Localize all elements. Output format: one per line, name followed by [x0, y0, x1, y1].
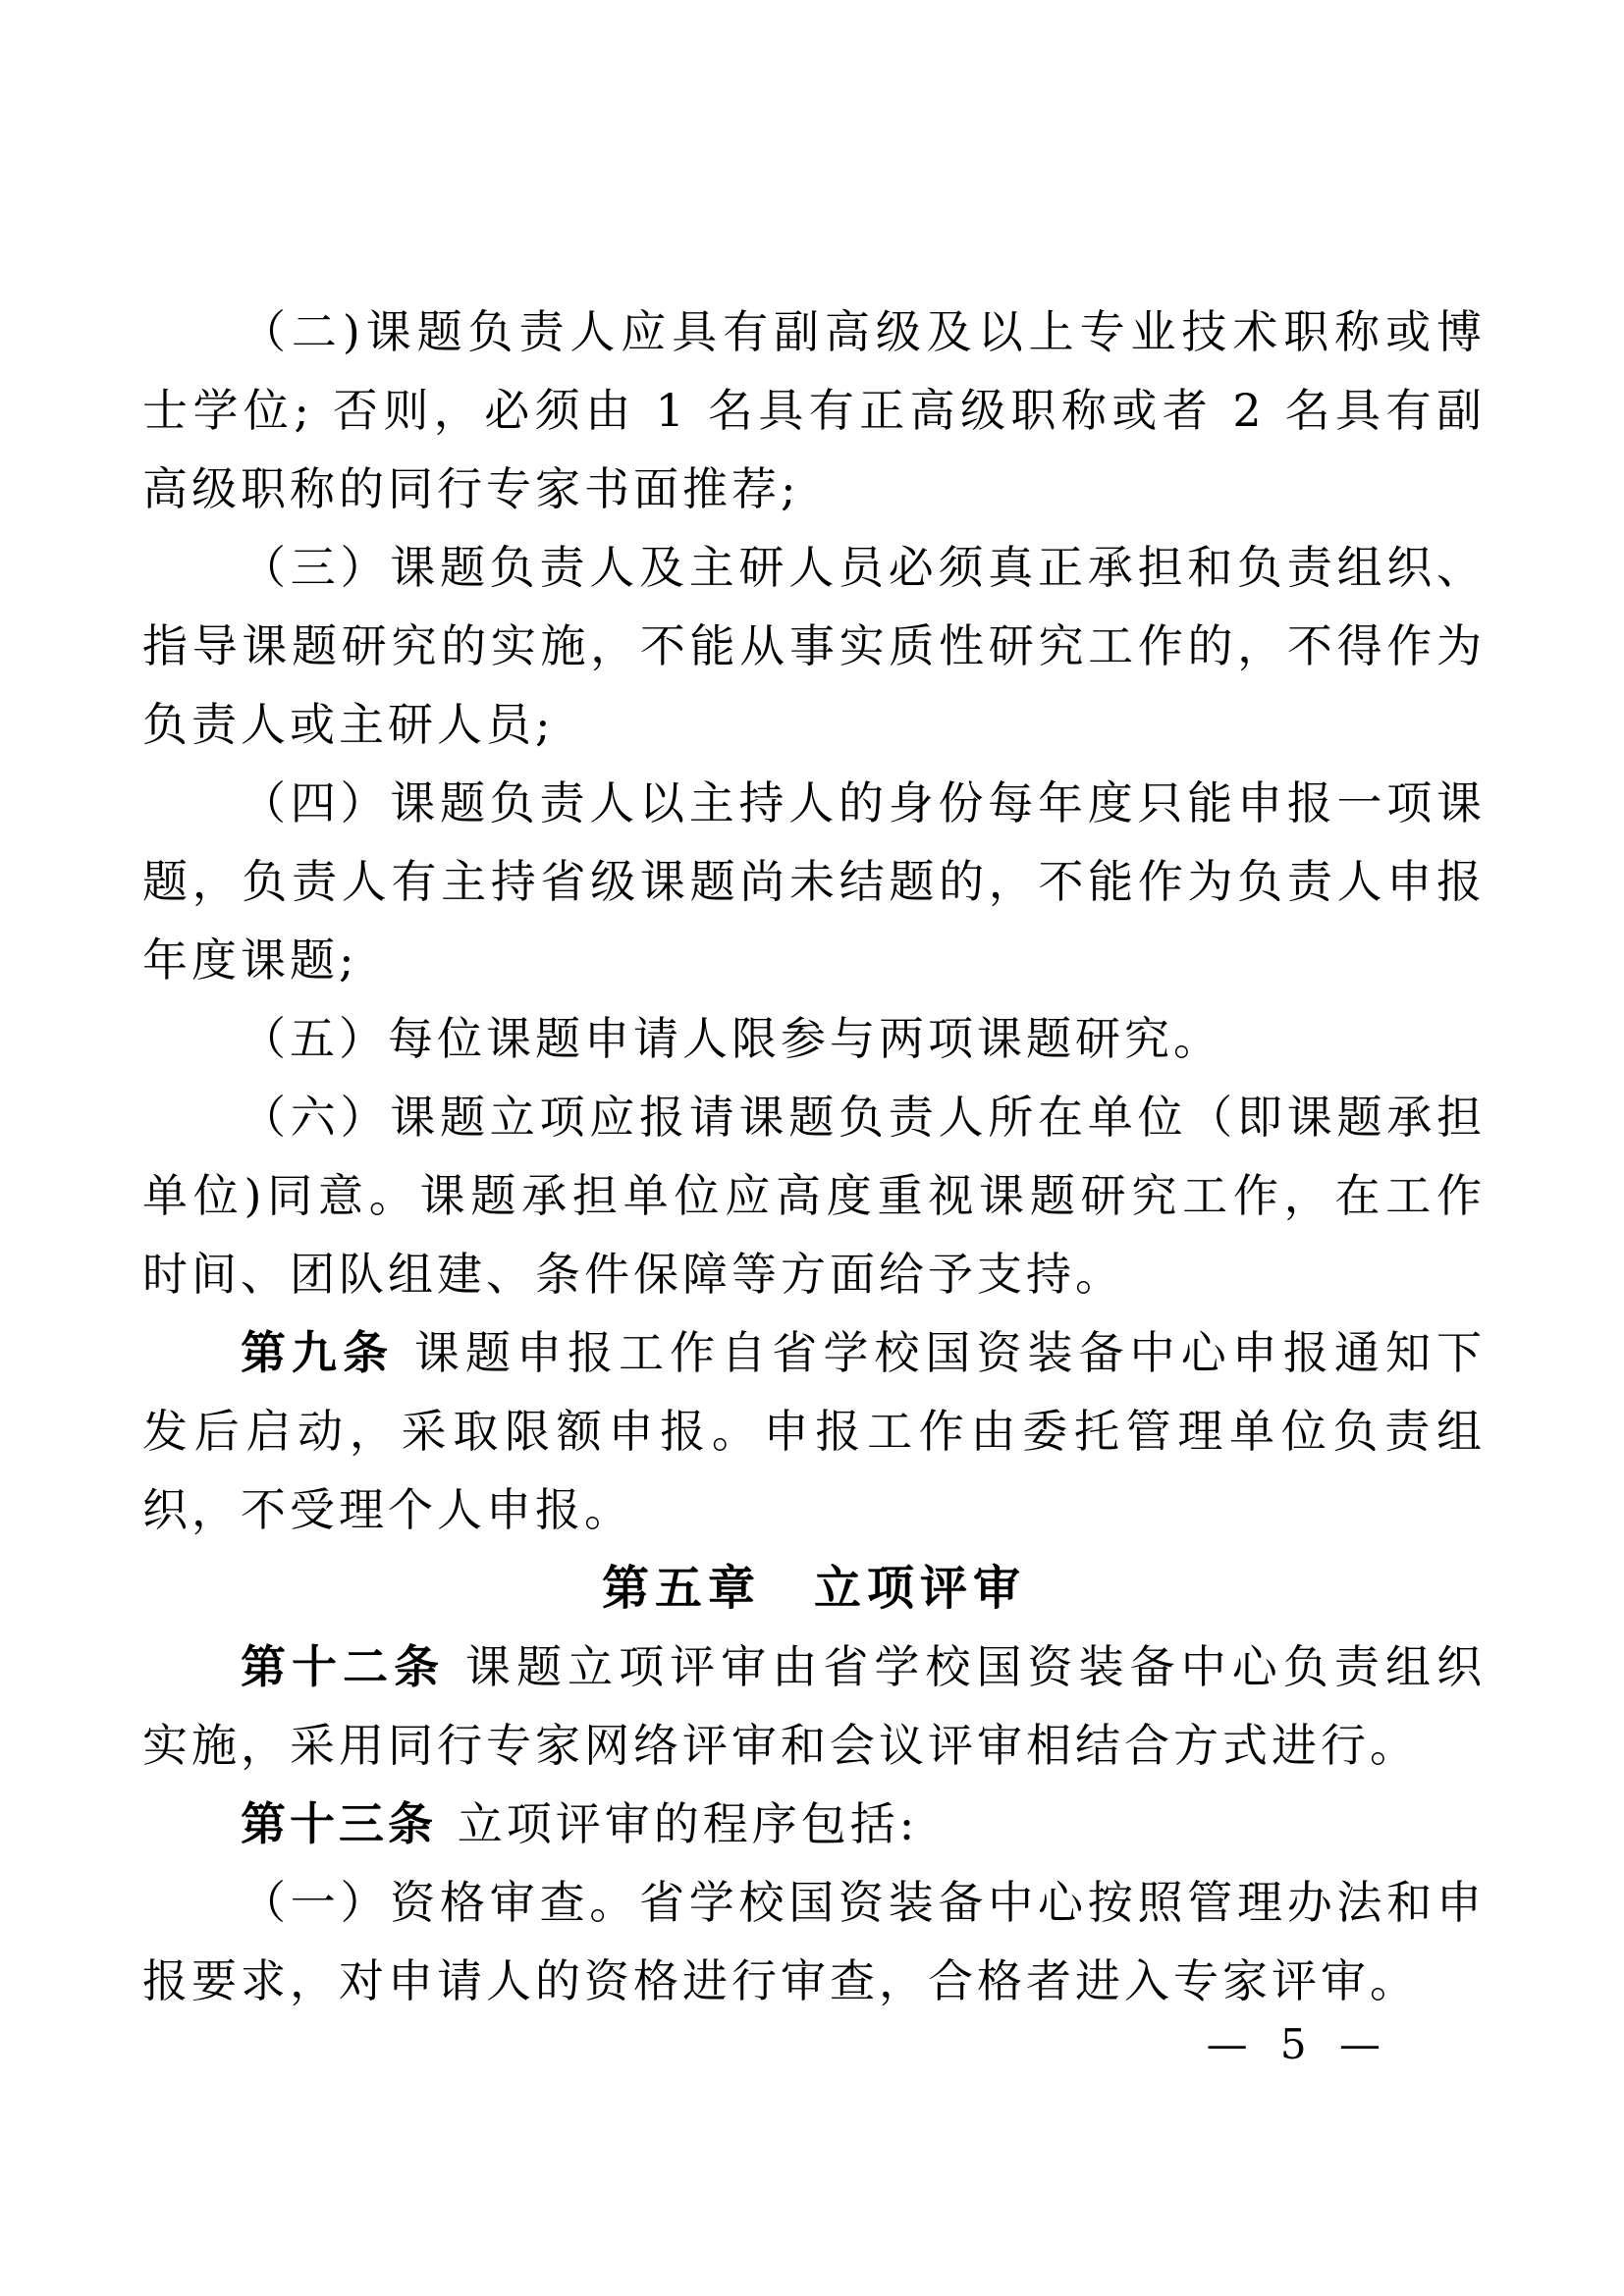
paragraph-item-1	[142, 1863, 1486, 2020]
paragraph-item-4	[142, 764, 1486, 999]
paragraph-text: （一）资格审查。省学校国资装备中心按照管理办法和申报要求，对申请人的资格进行审查，合格者进入专家评审。	[142, 1876, 1486, 2007]
paragraph-item-6	[142, 1078, 1486, 1313]
article-number-label: 第十三条	[241, 1797, 437, 1850]
paragraph-text: 课题立项评审由省学校国资装备中心负责组织实施，采用同行专家网络评审和会议评审相结合方式进行。	[142, 1640, 1487, 1772]
document-body	[142, 293, 1486, 2020]
paragraph-text: 立项评审的程序包括:	[457, 1797, 919, 1850]
page-number: — 5 —	[1206, 2020, 1390, 2068]
paragraph-text: （二)课题负责人应具有副高级及以上专业技术职称或博士学位; 否则，必须由 1 名具有正高级职称或者 2 名具有副高级职称的同行专家书面推荐;	[142, 305, 1486, 515]
paragraph-item-2	[142, 293, 1486, 528]
paragraph-text: 课题申报工作自省学校国资装备中心申报通知下发后启动，采取限额申报。申报工作由委托管理单位负责组织，不受理个人申报。	[142, 1326, 1487, 1536]
paragraph-article-12	[142, 1628, 1486, 1785]
paragraph-text: （四）课题负责人以主持人的身份每年度只能申报一项课题，负责人有主持省级课题尚未结题的，不能作为负责人申报年度课题;	[142, 776, 1486, 987]
paragraph-text: （三）课题负责人及主研人员必须真正承担和负责组织、指导课题研究的实施，不能从事实质性研究工作的，不得作为负责人或主研人员;	[142, 541, 1486, 751]
chapter-heading: 第五章 立项评审	[601, 1561, 1026, 1616]
paragraph-item-5	[142, 999, 1486, 1078]
paragraph-article-13	[142, 1785, 1486, 1863]
paragraph-text: （五）每位课题申请人限参与两项课题研究。	[241, 1012, 1222, 1065]
article-number-label: 第十二条	[241, 1640, 446, 1693]
paragraph-item-3	[142, 528, 1486, 764]
paragraph-text: （六）课题立项应报请课题负责人所在单位（即课题承担单位)同意。课题承担单位应高度重视课题研究工作，在工作时间、团队组建、条件保障等方面给予支持。	[142, 1091, 1486, 1301]
article-number-label: 第九条	[241, 1326, 395, 1379]
paragraph-article-9	[142, 1313, 1486, 1549]
